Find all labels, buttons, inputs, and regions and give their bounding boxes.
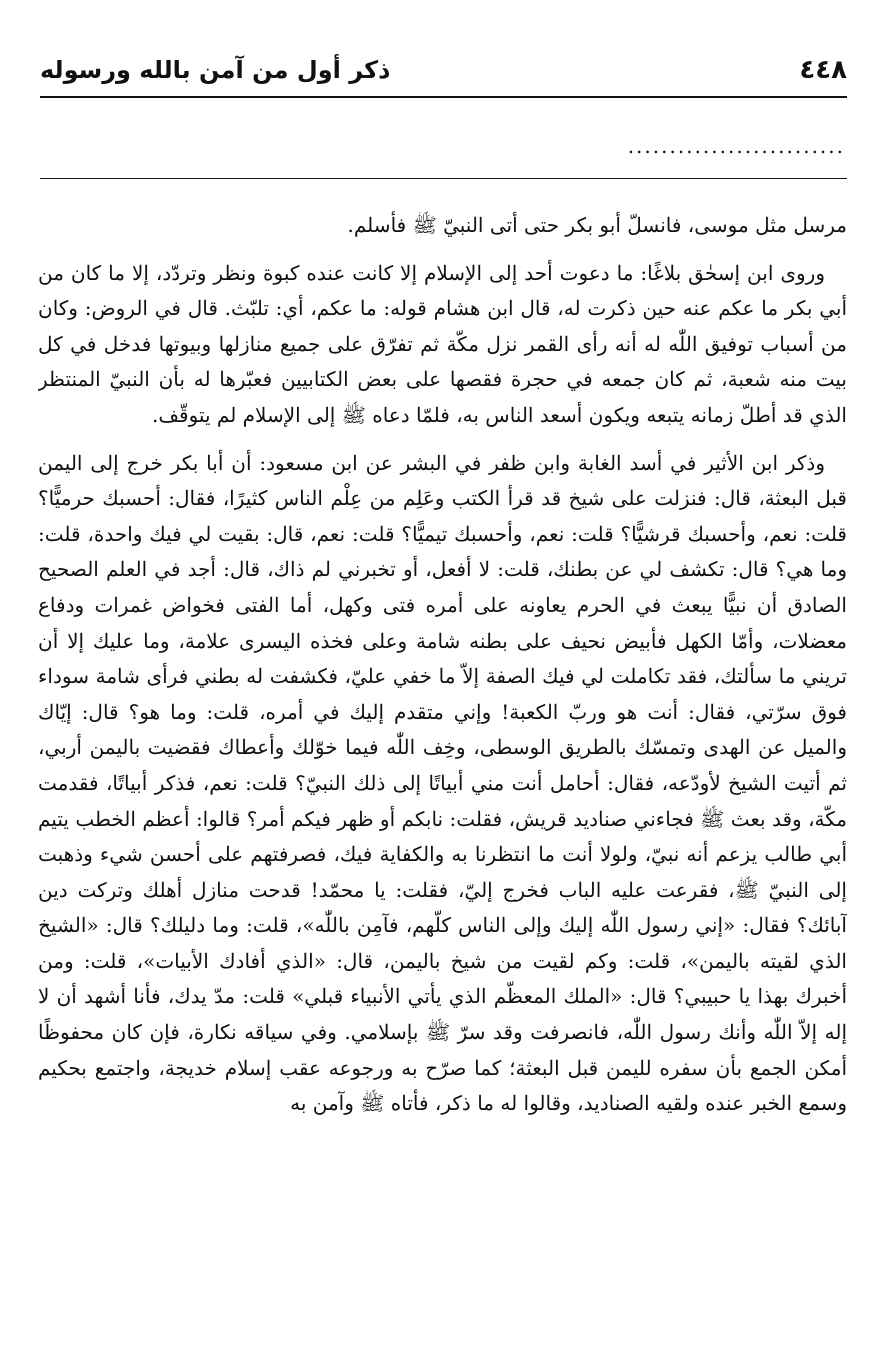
page-number: ٤٤٨: [799, 55, 847, 85]
paragraph-3: وذكر ابن الأثير في أسد الغابة وابن ظفر في البشر عن ابن مسعود: أن أبا بكر خرج إلى اليمن قبل البعثة، قال: فنزلت على شيخ قد قرأ الكتب وعَلِم من عِلْم الناس كثيرًا، فقال: أحسبك حرميًّا؟ قلت: نعم، وأحسبك قرشيًّا؟ قلت: نعم، وأحسبك تيميًّا؟ قلت: نعم، قال: بقيت لي فيك واحدة، قلت: وما هي؟ قال: تكشف لي عن بطنك، قلت: لا أفعل، أو تخبرني لم ذاك، قال: أجد في العلم الصحيح الصادق أن نبيًّا يبعث في الحرم يعاونه على أمره فتى وكهل، أما الفتى فخواض غمرات ودفاع معضلات، وأمّا الكهل فأبيض نحيف على بطنه شامة وعلى فخذه اليسرى علامة، وما عليك إلا أن تريني ما سألتك، فقد تكاملت لي فيك الصفة إلاّ ما خفي عليّ، فكشفت له بطني فرأى شامة سوداء فوق سرّتي، فقال: أنت هو وربّ الكعبة! وإني متقدم إليك في أمره، قلت: وما هو؟ قال: إيّاك والميل عن الهدى وتمسّك بالطريق الوسطى، وخِف اللّٰه فيما خوّلك وأعطاك فقضيت باليمن أربي، ثم أتيت الشيخ لأودّعه، فقال: أحامل أنت مني أبياتًا إلى ذلك النبيّ؟ قلت: نعم، فذكر أبياتًا، فقدمت مكّة، وقد بعث ﷺ فجاءني صناديد قريش، فقلت: نابكم أو ظهر فيكم أمر؟ قالوا: أعظم الخطب يتيم أبي طالب يزعم أنه نبيّ، ولولا أنت ما انتظرنا به والكفاية فيك، فصرفتهم على أحسن شيء وذهبت إلى النبيّ ﷺ، فقرعت عليه الباب فخرج إليّ، فقلت: يا محمّد! قدحت منازل أهلك وتركت دين آبائك؟ فقال: «إني رسول اللّٰه إليك وإلى الناس كلّهم، فآمِن باللّٰه»، قلت: وما دليلك؟ قال: «الشيخ الذي لقيته باليمن»، قلت: وكم لقيت من شيخ باليمن، قال: «الذي أفادك الأبيات»، قلت: ومن أخبرك بهذا يا حبيبي؟ قال: «الملك المعظّم الذي يأتي الأنبياء قبلي» قلت: مدّ يدك، فأنا أشهد أن لا إله إلاّ اللّٰه وأنك رسول اللّٰه، فانصرفت وقد سرّ ﷺ بإسلامي. وفي سياقه نكارة، فإن كان محفوظًا أمكن الجمع بأن سفره لليمن قبل البعثة؛ كما صرّح به ورجوعه عقب إسلام خديجة، واجتمع بحكيم وسمع الخبر عنده ولقيه الصناديد، وقالوا له ما ذكر، فأتاه ﷺ وآمن به: [38, 450, 847, 1116]
page-header: [40, 48, 847, 92]
header-rule: [40, 96, 847, 98]
running-title: ذكر أول من آمن بالله ورسوله: [40, 56, 391, 84]
body-rule: [40, 178, 847, 179]
body-text: [38, 208, 847, 1354]
paragraph-2: وروى ابن إسحٰق بلاغًا: ما دعوت أحد إلى الإسلام إلا كانت عنده كبوة ونظر وتردّد، إلا ما كان من أبي بكر ما عكم عنه حين ذكرت له، قال ابن هشام قوله: ما عكم، أي: تلبّث. قال في الروض: وكان من أسباب توفيق اللّٰه له أنه رأى القمر نزل مكّة ثم تفرّق على جميع منازلها وبيوتها فدخل في كل بيت منه شعبة، ثم كان جمعه في حجرة فقصها على بعض الكتابيين فعبّرها له بأن النبيّ المنتظر الذي قد أطلّ زمانه يتبعه ويكون أسعد الناس به، فلمّا دعاه ﷺ إلى الإسلام لم يتوقّف.: [38, 260, 847, 427]
paragraph-1: مرسل مثل موسى، فانسلّ أبو بكر حتى أتى النبيّ ﷺ فأسلم.: [347, 213, 847, 237]
continuation-dots: ..........................: [627, 134, 845, 158]
